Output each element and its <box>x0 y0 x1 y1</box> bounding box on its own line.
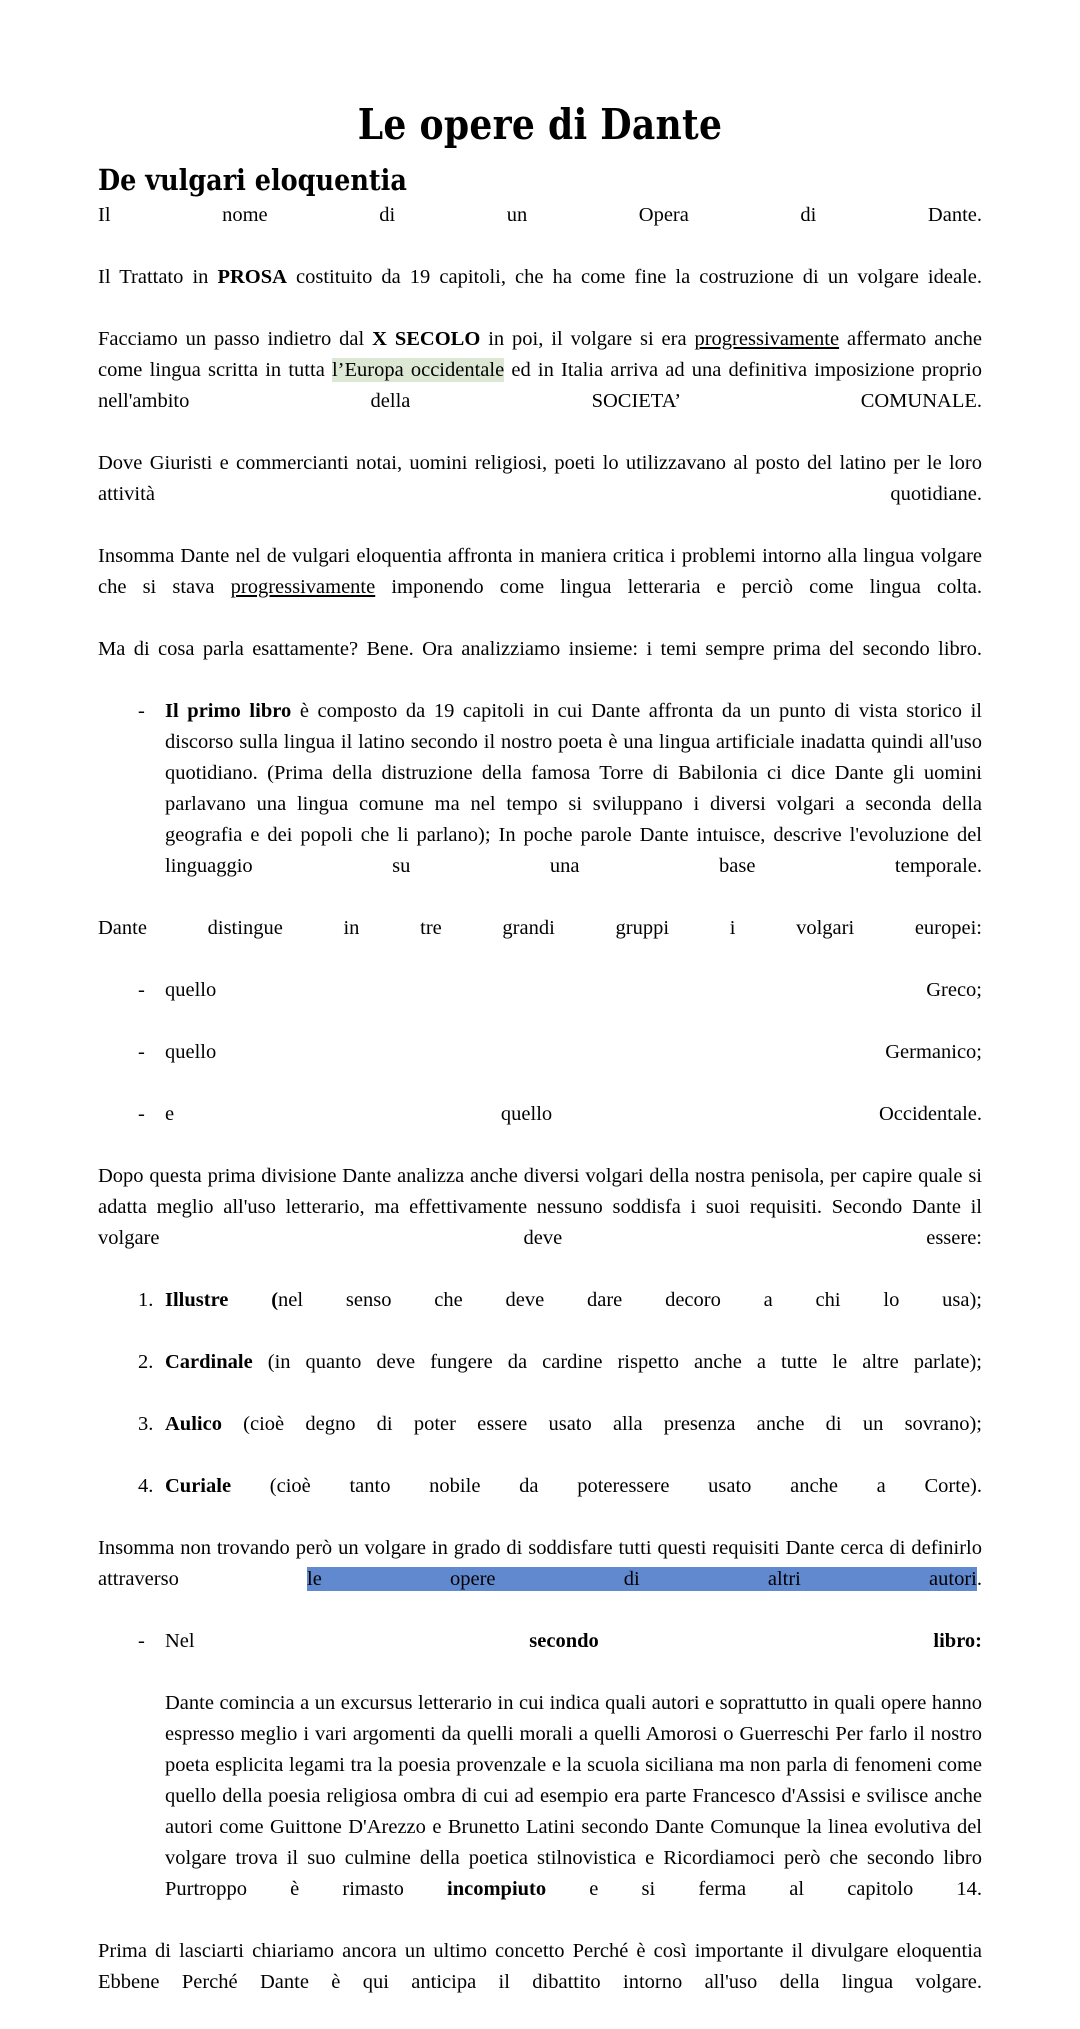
list-item-aulico <box>98 1409 982 1471</box>
trattato-prosa-bold: PROSA <box>217 265 287 288</box>
x-secolo-text-a: Facciamo un passo indietro dal <box>98 327 373 350</box>
paragraph-x-secolo <box>98 324 982 448</box>
x-secolo-bold: X SECOLO <box>372 327 481 350</box>
vulgar-groups-list <box>98 975 982 1161</box>
paragraph-intro <box>98 200 982 262</box>
paragraph-insomma-non-trovando <box>98 1533 982 1626</box>
dash-marker-icon: - <box>138 1040 145 1063</box>
list-item-occidentale <box>98 1099 982 1161</box>
aulico-term-bold: Aulico <box>165 1412 222 1435</box>
list-item-curiale <box>98 1471 982 1533</box>
number-marker: 3. <box>138 1412 154 1435</box>
list-item-greco-label: quello Greco; <box>165 978 982 1001</box>
secondo-libro-prefix: Nel <box>165 1629 530 1652</box>
illustre-description: nel senso che deve dare decoro a chi lo usa); <box>278 1288 983 1311</box>
trattato-text-a: Il Trattato in <box>98 265 218 288</box>
aulico-description: (cioè degno di poter essere usato alla presenza anche di un sovrano); <box>221 1412 982 1435</box>
insomma-non-trovando-text-b: . <box>976 1567 982 1590</box>
ma-di-cosa-text: Ma di cosa parla esattamente? Bene. Ora analizziamo insieme: i temi sempre prima del secondo libro. <box>98 637 982 660</box>
conclusione-text: Prima di lasciarti chiariamo ancora un ultimo concetto Perché è così importante il divulgare eloquentia Ebbene Perché Dante è qui anticipa il dibattito intorno all'uso della lingua volgare. <box>98 1939 982 1993</box>
primo-libro-bold: Il primo libro <box>165 699 292 722</box>
list-item-germanico-label: quello Germanico; <box>165 1040 982 1063</box>
paragraph-dopo-divisione <box>98 1161 982 1285</box>
insomma-dante-text-a: Insomma Dante nel de vulgari eloquentia affronta in maniera critica i problemi intorno alla lingua volgare che si stava <box>98 544 982 598</box>
list-item-primo-libro <box>98 696 982 913</box>
incompiuto-bold: incompiuto <box>447 1877 547 1900</box>
section-heading: De vulgari eloquentia <box>98 163 407 198</box>
dash-marker-icon: - <box>138 978 145 1001</box>
second-book-body-text-b: e si ferma al capitolo 14. <box>546 1877 982 1900</box>
x-secolo-text-d: ed in Italia arriva ad una definitiva imposizione proprio nell'ambito della SOCIETA’ COMUNALE. <box>98 358 983 412</box>
insomma-dante-text-b: imponendo come lingua letteraria e perciò come lingua colta. <box>375 575 982 598</box>
paragraph-intro-text: Il nome di un Opera di Dante. <box>98 203 982 226</box>
secondo-libro-bold: secondo libro: <box>529 1629 982 1652</box>
illustre-term-bold: Illustre ( <box>165 1288 279 1311</box>
list-item-secondo-libro <box>98 1626 982 1688</box>
curiale-term-bold: Curiale <box>165 1474 232 1497</box>
paragraph-giuristi <box>98 448 982 541</box>
curiale-description: (cioè tanto nobile da poteressere usato anche a Corte). <box>231 1474 982 1497</box>
green-highlight-europa-occidentale: l’Europa occidentale <box>331 358 505 381</box>
blue-highlight-le-opere-di-altri-autori: le opere di altri autori <box>307 1567 977 1590</box>
dash-marker-icon: - <box>138 1629 145 1652</box>
list-item-illustre <box>98 1285 982 1347</box>
tre-gruppi-text: Dante distingue in tre grandi gruppi i volgari europei: <box>98 916 982 939</box>
dash-marker-icon: - <box>138 1102 145 1125</box>
list-item-greco <box>98 975 982 1037</box>
dopo-divisione-text: Dopo questa prima divisione Dante analizza anche diversi volgari della nostra penisola, per capire quale si adatta meglio all'uso letterario, ma effettivamente nessuno soddisfa i suoi requisiti. Secondo Dante il volgare deve essere: <box>98 1164 982 1249</box>
paragraph-tre-gruppi <box>98 913 982 975</box>
second-book-body-text-a: Dante comincia a un excursus letterario in cui indica quali autori e soprattutto in quali opere hanno espresso meglio i vari argomenti da quelli morali a quelli Amorosi o Guerreschi Per farlo il nostro poeta esplicita legami tra la poesia provenzale e la scuola siciliana ma non parla di fenomeni come quello della poesia religiosa ombra di cui ad esempio era parte Francesco d'Assisi e svilisce anche autori come Guittone D'Arezzo e Brunetto Latini secondo Dante Comunque la linea evolutiva del volgare trova il suo culmine della poetica stilnovistica e Ricordiamoci però che secondo libro Purtroppo è rimasto <box>165 1691 982 1900</box>
document-content <box>98 0 982 2029</box>
underlined-progressivamente-1: progressivamente <box>694 327 840 350</box>
paragraph-insomma-dante <box>98 541 982 634</box>
dash-marker-icon: - <box>138 699 145 722</box>
cardinale-description: (in quanto deve fungere da cardine rispetto anche a tutte le altre parlate); <box>252 1350 982 1373</box>
number-marker: 1. <box>138 1288 154 1311</box>
giuristi-text: Dove Giuristi e commercianti notai, uomini religiosi, poeti lo utilizzavano al posto del latino per le loro attività quotidiane. <box>98 451 982 505</box>
primo-libro-text: è composto da 19 capitoli in cui Dante affronta da un punto di vista storico il discorso sulla lingua il latino secondo il nostro poeta è una lingua artificiale inadatta quindi all'uso quotidiano. (Prima della distruzione della famosa Torre di Babilonia ci dice Dante gli uomini parlavano una lingua comune ma nel tempo si sviluppano i diversi volgari a seconda della geografia e dei popoli che li parlano); In poche parole Dante intuisce, descrive l'evoluzione del linguaggio su una base temporale. <box>165 699 983 877</box>
list-item-cardinale <box>98 1347 982 1409</box>
paragraph-ma-di-cosa <box>98 634 982 696</box>
paragraph-conclusione <box>98 1936 982 2029</box>
first-book-list <box>98 696 982 913</box>
x-secolo-text-b: in poi, il volgare si era <box>480 327 695 350</box>
second-book-list <box>98 1626 982 1688</box>
paragraph-trattato <box>98 262 982 324</box>
underlined-progressivamente-2: progressivamente <box>230 575 376 598</box>
requirements-list <box>98 1285 982 1533</box>
list-item-germanico <box>98 1037 982 1099</box>
number-marker: 4. <box>138 1474 154 1497</box>
insomma-non-trovando-text-a: Insomma non trovando però un volgare in grado di soddisfare tutti questi requisiti Dante cerca di definirlo attraverso <box>98 1536 982 1590</box>
page-title: Le opere di Dante <box>357 100 723 149</box>
list-item-occidentale-label: e quello Occidentale. <box>165 1102 982 1125</box>
second-book-body <box>98 1688 982 1936</box>
trattato-text-b: costituito da 19 capitoli, che ha come fine la costruzione di un volgare ideale. <box>286 265 982 288</box>
cardinale-term-bold: Cardinale <box>165 1350 253 1373</box>
number-marker: 2. <box>138 1350 154 1373</box>
x-secolo-text-c: affermato anche come lingua scritta in tutta <box>98 327 982 381</box>
